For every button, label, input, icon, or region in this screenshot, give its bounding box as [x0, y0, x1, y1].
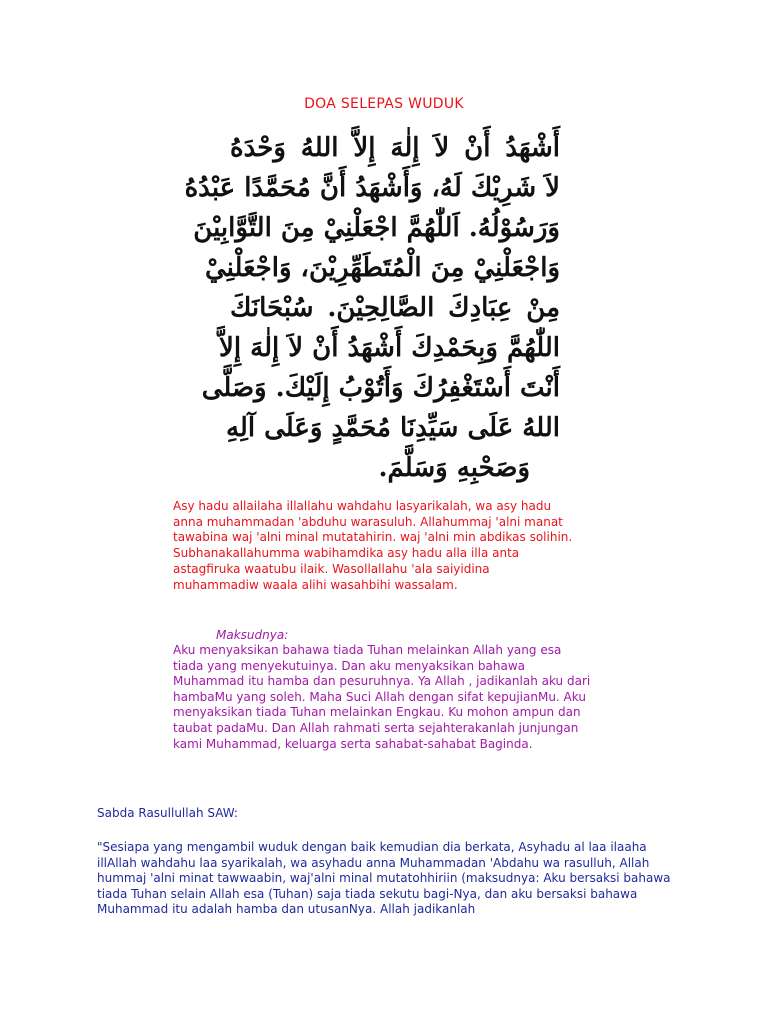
maksudnya-label: Maksudnya: — [216, 628, 289, 642]
arabic-line: اللّٰهُمَّ وَبِحَمْدِكَ أَشْهَدُ أَنْ لاَ إِلٰهَ إِلاَّ — [219, 333, 560, 363]
arabic-line: مِنْ عِبَادِكَ الصَّالِحِيْنَ. سُبْحَانَكَ — [230, 293, 560, 323]
page-title: DOA SELEPAS WUDUK — [304, 96, 464, 112]
arabic-line: وَصَحْبِهِ وَسَلَّمَ. — [378, 453, 530, 483]
transliteration-paragraph: Asy hadu allailaha illallahu wahdahu lasyarikalah, wa asy hadu anna muhammadan 'abduhu warasuluh. Allahummaj 'alni manat tawabina waj 'alni minal mutatahirin. waj 'alni min abdikas solihin. Subhanakallahumma wabihamdika asy hadu alla illa anta astagfiruka waatubu ilaik. Wasollallahu 'ala saiyidina muhammadiw waala alihi wasahbihi wassalam. — [173, 499, 573, 592]
maksudnya-paragraph: Aku menyaksikan bahawa tiada Tuhan melainkan Allah yang esa tiada yang menyekutuinya. Dan aku menyaksikan bahawa Muhammad itu hamba dan pesuruhnya. Ya Allah , jadikanlah aku dari hambaMu yang soleh. Maha Suci Allah dengan sifat kepujianMu. Aku menyaksikan tiada Tuhan melainkan Engkau. Ku mohon ampun dan taubat padaMu. Dan Allah rahmati serta sejahterakanlah junjungan kami Muhammad, keluarga serta sahabat-sahabat Baginda. — [173, 643, 591, 751]
arabic-prayer-text — [184, 128, 560, 490]
arabic-line: اللهُ عَلَى سَيِّدِنَا مُحَمَّدٍ وَعَلَى آلِهِ — [225, 413, 560, 443]
arabic-line: أَشْهَدُ أَنْ لاَ إِلٰهَ إِلاَّ اللهُ وَحْدَهُ — [230, 133, 560, 163]
arabic-line: وَرَسُوْلُهُ. اَللّٰهُمَّ اجْعَلْنِيْ مِنَ التَّوَّابِيْنَ — [193, 213, 560, 243]
arabic-line: أَنْتَ أَسْتَغْفِرُكَ وَأَتُوْبُ إِلَيْكَ. وَصَلَّى — [201, 373, 560, 403]
hadith-paragraph: "Sesiapa yang mengambil wuduk dengan baik kemudian dia berkata, Asyhadu al laa ilaaha illAllah wahdahu laa syarikalah, wa asyhadu anna Muhammadan 'Abdahu wa rasulluh, Allah hummaj 'alni minat tawwaabin, waj'alni minal mutatohhiriin (maksudnya: Aku bersaksi bahawa tiada Tuhan selain Allah esa (Tuhan) saja tiada sekutu bagi-Nya, dan aku bersaksi bahawa Muhammad itu adalah hamba dan utusanNya. Allah jadikanlah — [97, 840, 671, 917]
sabda-heading: Sabda Rasullullah SAW: — [97, 806, 238, 820]
arabic-line: وَاجْعَلْنِيْ مِنَ الْمُتَطَهِّرِيْنَ، وَاجْعَلْنِيْ — [204, 253, 560, 283]
arabic-line: لاَ شَرِيْكَ لَهُ، وَأَشْهَدُ أَنَّ مُحَمَّدًا عَبْدُهُ — [184, 173, 560, 203]
